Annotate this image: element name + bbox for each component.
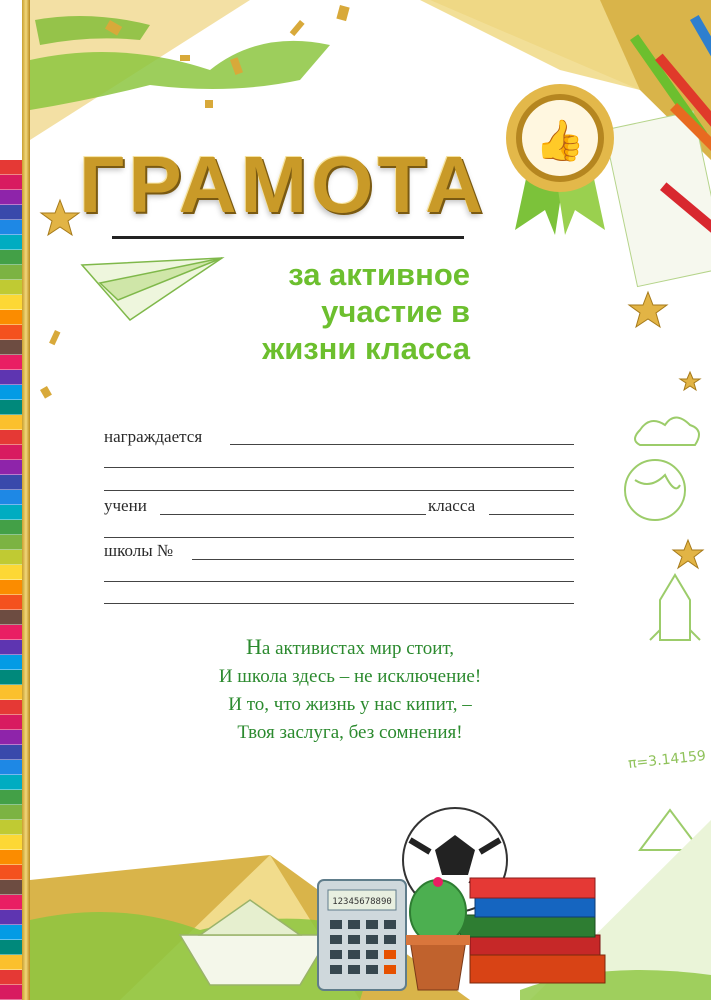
- school-line-2[interactable]: [104, 581, 574, 582]
- class-line[interactable]: [489, 514, 574, 515]
- subtitle-line: участие в: [321, 294, 470, 329]
- certificate-title: ГРАМОТА: [79, 140, 487, 229]
- poem-initial: Н: [246, 634, 262, 659]
- certificate-subtitle: [230, 256, 470, 367]
- poem: [110, 633, 590, 747]
- calculator: [318, 880, 406, 990]
- pi-note: π=3.14159: [627, 747, 707, 773]
- school-label: школы №: [104, 541, 174, 560]
- paper-plane-decoration: [82, 258, 222, 320]
- books-stack: [460, 878, 605, 983]
- poem-line-1: [110, 633, 590, 663]
- class-label: класса: [428, 496, 476, 515]
- poem-line-4: Твоя заслуга, без сомнения!: [237, 722, 463, 743]
- poem-line-3: И то, что жизнь у нас кипит, –: [228, 694, 472, 715]
- poem-line-1-text: а активистах мир стоит,: [261, 638, 454, 659]
- school-supplies-decoration: [310, 800, 630, 1000]
- title-underline: [112, 236, 464, 239]
- school-line-3[interactable]: [104, 603, 574, 604]
- subtitle-line: жизни класса: [262, 331, 470, 366]
- school-line[interactable]: [192, 559, 574, 560]
- blank-line[interactable]: [104, 537, 574, 538]
- student-label: учени: [104, 496, 147, 515]
- subtitle-line: за активное: [288, 257, 470, 292]
- calculator-display: 12345678890: [332, 897, 392, 907]
- student-line[interactable]: [160, 514, 426, 515]
- poem-line-2: И школа здесь – не исключение!: [218, 666, 482, 687]
- awarded-name-line-3[interactable]: [104, 490, 574, 491]
- awarded-name-line[interactable]: [230, 444, 574, 445]
- thumbs-up-icon: 👍: [535, 118, 585, 164]
- awarded-label: награждается: [104, 427, 203, 446]
- awarded-name-line-2[interactable]: [104, 467, 574, 468]
- award-badge: [500, 80, 620, 240]
